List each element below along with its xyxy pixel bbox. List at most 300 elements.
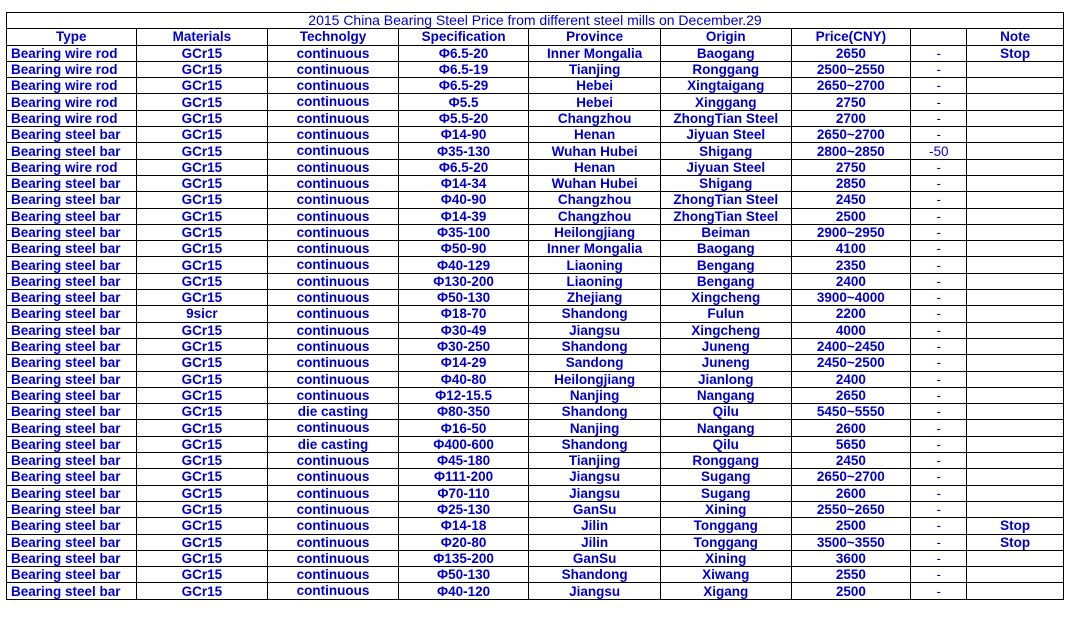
table-row (7, 355, 1064, 371)
cell-change: - (911, 485, 967, 501)
cell-technology: continuous (268, 420, 399, 436)
cell-material: GCr15 (136, 110, 268, 126)
cell-specification: Φ80-350 (398, 404, 529, 420)
cell-province: Tianjing (529, 61, 661, 77)
cell-province: Jiangsu (529, 469, 661, 485)
header-change (911, 29, 967, 45)
cell-province: Henan (529, 127, 661, 143)
cell-price: 2550~2650 (791, 501, 911, 517)
cell-type: Bearing steel bar (7, 567, 137, 583)
cell-type: Bearing wire rod (7, 94, 137, 110)
cell-technology: continuous (268, 322, 399, 338)
cell-type: Bearing wire rod (7, 78, 137, 94)
cell-technology: continuous (268, 143, 399, 159)
cell-note (967, 159, 1064, 175)
cell-material: GCr15 (136, 78, 268, 94)
cell-material: GCr15 (136, 175, 268, 191)
cell-technology: continuous (268, 273, 399, 289)
cell-type: Bearing steel bar (7, 127, 137, 143)
cell-origin: ZhongTian Steel (660, 208, 791, 224)
cell-specification: Φ5.5 (398, 94, 529, 110)
table-row (7, 110, 1064, 126)
cell-price: 2550 (791, 567, 911, 583)
table-row (7, 192, 1064, 208)
cell-origin: Juneng (660, 355, 791, 371)
cell-province: Wuhan Hubei (529, 143, 661, 159)
header-specification: Specification (398, 29, 529, 45)
cell-material: GCr15 (136, 143, 268, 159)
cell-origin: Shigang (660, 143, 791, 159)
cell-price: 2200 (791, 306, 911, 322)
cell-type: Bearing steel bar (7, 257, 137, 273)
cell-origin: Jianlong (660, 371, 791, 387)
cell-note (967, 567, 1064, 583)
cell-province: Changzhou (529, 208, 661, 224)
table-row (7, 404, 1064, 420)
cell-type: Bearing steel bar (7, 420, 137, 436)
cell-technology: continuous (268, 306, 399, 322)
cell-specification: Φ45-180 (398, 453, 529, 469)
cell-technology: continuous (268, 175, 399, 191)
cell-province: Nanjing (529, 420, 661, 436)
cell-material: GCr15 (136, 290, 268, 306)
cell-technology: continuous (268, 338, 399, 354)
cell-change: - (911, 192, 967, 208)
cell-note (967, 257, 1064, 273)
cell-type: Bearing steel bar (7, 485, 137, 501)
cell-province: Jiangsu (529, 322, 661, 338)
cell-material: GCr15 (136, 61, 268, 77)
cell-note (967, 306, 1064, 322)
cell-change: - (911, 110, 967, 126)
cell-price: 2450~2500 (791, 355, 911, 371)
cell-technology: continuous (268, 192, 399, 208)
cell-province: Hebei (529, 78, 661, 94)
cell-specification: Φ70-110 (398, 485, 529, 501)
cell-material: GCr15 (136, 208, 268, 224)
cell-province: Liaoning (529, 257, 661, 273)
table-row (7, 61, 1064, 77)
cell-material: 9sicr (136, 306, 268, 322)
cell-type: Bearing steel bar (7, 550, 137, 566)
cell-province: Jiangsu (529, 485, 661, 501)
cell-note (967, 61, 1064, 77)
cell-origin: Baogang (660, 45, 791, 61)
table-row (7, 208, 1064, 224)
table-row (7, 469, 1064, 485)
cell-origin: Bengang (660, 257, 791, 273)
cell-province: Jilin (529, 518, 661, 534)
table-row (7, 94, 1064, 110)
cell-origin: ZhongTian Steel (660, 192, 791, 208)
cell-specification: Φ5.5-20 (398, 110, 529, 126)
cell-type: Bearing steel bar (7, 436, 137, 452)
cell-note (967, 436, 1064, 452)
cell-specification: Φ6.5-20 (398, 159, 529, 175)
cell-province: Shandong (529, 404, 661, 420)
cell-note (967, 583, 1064, 599)
cell-technology: continuous (268, 534, 399, 550)
cell-note (967, 290, 1064, 306)
cell-note: Stop (967, 534, 1064, 550)
cell-specification: Φ35-130 (398, 143, 529, 159)
table-row (7, 338, 1064, 354)
cell-origin: Bengang (660, 273, 791, 289)
cell-price: 2750 (791, 94, 911, 110)
cell-material: GCr15 (136, 257, 268, 273)
cell-type: Bearing steel bar (7, 355, 137, 371)
cell-province: Liaoning (529, 273, 661, 289)
cell-price: 2650 (791, 45, 911, 61)
cell-change: - (911, 453, 967, 469)
cell-note: Stop (967, 45, 1064, 61)
cell-change: - (911, 175, 967, 191)
cell-price: 2650~2700 (791, 469, 911, 485)
cell-technology: continuous (268, 485, 399, 501)
cell-type: Bearing wire rod (7, 45, 137, 61)
cell-change: - (911, 208, 967, 224)
cell-technology: continuous (268, 61, 399, 77)
cell-material: GCr15 (136, 224, 268, 240)
cell-change: - (911, 501, 967, 517)
header-row (7, 29, 1064, 45)
cell-specification: Φ40-120 (398, 583, 529, 599)
cell-origin: Xinggang (660, 94, 791, 110)
cell-material: GCr15 (136, 192, 268, 208)
cell-price: 2450 (791, 192, 911, 208)
table-row (7, 518, 1064, 534)
table-row (7, 453, 1064, 469)
table-row (7, 436, 1064, 452)
table-row (7, 501, 1064, 517)
cell-technology: die casting (268, 436, 399, 452)
table-row (7, 322, 1064, 338)
cell-specification: Φ25-130 (398, 501, 529, 517)
cell-note (967, 453, 1064, 469)
cell-type: Bearing steel bar (7, 175, 137, 191)
cell-price: 2650~2700 (791, 78, 911, 94)
cell-price: 2500 (791, 208, 911, 224)
cell-type: Bearing steel bar (7, 208, 137, 224)
cell-type: Bearing steel bar (7, 583, 137, 599)
cell-technology: continuous (268, 94, 399, 110)
cell-origin: Qilu (660, 436, 791, 452)
table-row (7, 127, 1064, 143)
cell-origin: Fulun (660, 306, 791, 322)
cell-note (967, 469, 1064, 485)
cell-material: GCr15 (136, 355, 268, 371)
cell-type: Bearing steel bar (7, 224, 137, 240)
cell-note (967, 322, 1064, 338)
cell-price: 5450~5550 (791, 404, 911, 420)
cell-change: - (911, 355, 967, 371)
cell-material: GCr15 (136, 550, 268, 566)
cell-material: GCr15 (136, 583, 268, 599)
table-row (7, 550, 1064, 566)
cell-material: GCr15 (136, 518, 268, 534)
cell-province: Inner Mongalia (529, 241, 661, 257)
cell-note (967, 110, 1064, 126)
cell-material: GCr15 (136, 501, 268, 517)
cell-origin: Juneng (660, 338, 791, 354)
cell-technology: continuous (268, 257, 399, 273)
table-row (7, 567, 1064, 583)
cell-type: Bearing steel bar (7, 338, 137, 354)
cell-province: Hebei (529, 94, 661, 110)
header-note: Note (967, 29, 1064, 45)
cell-origin: Ronggang (660, 453, 791, 469)
cell-material: GCr15 (136, 45, 268, 61)
cell-price: 2500 (791, 583, 911, 599)
cell-change: - (911, 224, 967, 240)
cell-province: Heilongjiang (529, 371, 661, 387)
table-row (7, 485, 1064, 501)
cell-technology: continuous (268, 208, 399, 224)
cell-province: Jilin (529, 534, 661, 550)
cell-origin: Nangang (660, 387, 791, 403)
cell-specification: Φ12-15.5 (398, 387, 529, 403)
cell-province: Shandong (529, 338, 661, 354)
cell-price: 2350 (791, 257, 911, 273)
table-row (7, 420, 1064, 436)
cell-price: 2450 (791, 453, 911, 469)
cell-specification: Φ30-49 (398, 322, 529, 338)
cell-specification: Φ6.5-29 (398, 78, 529, 94)
header-technology: Technolgy (268, 29, 399, 45)
cell-note (967, 404, 1064, 420)
cell-price: 3900~4000 (791, 290, 911, 306)
cell-note (967, 420, 1064, 436)
cell-change: - (911, 94, 967, 110)
cell-origin: Qilu (660, 404, 791, 420)
cell-province: Nanjing (529, 387, 661, 403)
cell-type: Bearing steel bar (7, 501, 137, 517)
cell-specification: Φ14-90 (398, 127, 529, 143)
cell-origin: Xingcheng (660, 290, 791, 306)
cell-price: 2500 (791, 518, 911, 534)
cell-specification: Φ14-29 (398, 355, 529, 371)
cell-price: 2700 (791, 110, 911, 126)
cell-change: - (911, 371, 967, 387)
cell-change: - (911, 550, 967, 566)
cell-province: Changzhou (529, 110, 661, 126)
cell-type: Bearing steel bar (7, 453, 137, 469)
cell-province: GanSu (529, 501, 661, 517)
cell-material: GCr15 (136, 371, 268, 387)
cell-province: Changzhou (529, 192, 661, 208)
cell-change: -50 (911, 143, 967, 159)
cell-material: GCr15 (136, 567, 268, 583)
cell-note (967, 371, 1064, 387)
cell-specification: Φ130-200 (398, 273, 529, 289)
cell-note (967, 78, 1064, 94)
cell-type: Bearing steel bar (7, 306, 137, 322)
cell-specification: Φ135-200 (398, 550, 529, 566)
cell-origin: Jiyuan Steel (660, 127, 791, 143)
header-origin: Origin (660, 29, 791, 45)
price-table (6, 12, 1064, 600)
cell-material: GCr15 (136, 273, 268, 289)
cell-material: GCr15 (136, 387, 268, 403)
cell-specification: Φ40-90 (398, 192, 529, 208)
cell-specification: Φ18-70 (398, 306, 529, 322)
cell-change: - (911, 127, 967, 143)
cell-specification: Φ50-130 (398, 290, 529, 306)
cell-origin: Xiwang (660, 567, 791, 583)
cell-change: - (911, 469, 967, 485)
cell-price: 2900~2950 (791, 224, 911, 240)
cell-note (967, 338, 1064, 354)
cell-material: GCr15 (136, 453, 268, 469)
cell-specification: Φ6.5-20 (398, 45, 529, 61)
cell-province: Inner Mongalia (529, 45, 661, 61)
cell-specification: Φ50-90 (398, 241, 529, 257)
cell-technology: continuous (268, 567, 399, 583)
cell-origin: Xingtaigang (660, 78, 791, 94)
table-row (7, 159, 1064, 175)
cell-type: Bearing steel bar (7, 322, 137, 338)
cell-change: - (911, 534, 967, 550)
header-materials: Materials (136, 29, 268, 45)
cell-note (967, 143, 1064, 159)
cell-origin: Shigang (660, 175, 791, 191)
cell-type: Bearing steel bar (7, 192, 137, 208)
table-row (7, 175, 1064, 191)
cell-specification: Φ6.5-19 (398, 61, 529, 77)
cell-origin: Tonggang (660, 534, 791, 550)
header-price: Price(CNY) (791, 29, 911, 45)
cell-material: GCr15 (136, 127, 268, 143)
table-row (7, 45, 1064, 61)
cell-origin: Xingcheng (660, 322, 791, 338)
cell-province: Shandong (529, 567, 661, 583)
cell-technology: continuous (268, 159, 399, 175)
cell-technology: continuous (268, 224, 399, 240)
cell-technology: continuous (268, 45, 399, 61)
cell-change: - (911, 61, 967, 77)
cell-specification: Φ40-129 (398, 257, 529, 273)
cell-type: Bearing wire rod (7, 159, 137, 175)
cell-change: - (911, 583, 967, 599)
cell-province: Jiangsu (529, 583, 661, 599)
cell-specification: Φ40-80 (398, 371, 529, 387)
cell-price: 2400 (791, 371, 911, 387)
cell-type: Bearing steel bar (7, 273, 137, 289)
cell-technology: continuous (268, 453, 399, 469)
cell-origin: Xigang (660, 583, 791, 599)
cell-change: - (911, 78, 967, 94)
cell-note (967, 192, 1064, 208)
cell-type: Bearing wire rod (7, 61, 137, 77)
table-row (7, 306, 1064, 322)
cell-specification: Φ14-34 (398, 175, 529, 191)
cell-price: 2850 (791, 175, 911, 191)
cell-technology: die casting (268, 404, 399, 420)
cell-change: - (911, 404, 967, 420)
cell-type: Bearing wire rod (7, 110, 137, 126)
cell-price: 2500~2550 (791, 61, 911, 77)
cell-material: GCr15 (136, 404, 268, 420)
cell-specification: Φ14-18 (398, 518, 529, 534)
cell-type: Bearing steel bar (7, 371, 137, 387)
cell-note (967, 224, 1064, 240)
cell-origin: Nangang (660, 420, 791, 436)
cell-material: GCr15 (136, 322, 268, 338)
cell-note (967, 208, 1064, 224)
cell-price: 3500~3550 (791, 534, 911, 550)
cell-change: - (911, 518, 967, 534)
cell-province: Sandong (529, 355, 661, 371)
cell-change: - (911, 159, 967, 175)
cell-technology: continuous (268, 550, 399, 566)
table-row (7, 143, 1064, 159)
cell-note (967, 273, 1064, 289)
cell-technology: continuous (268, 501, 399, 517)
cell-note (967, 241, 1064, 257)
cell-technology: continuous (268, 469, 399, 485)
cell-specification: Φ35-100 (398, 224, 529, 240)
cell-change: - (911, 436, 967, 452)
cell-material: GCr15 (136, 241, 268, 257)
cell-origin: Sugang (660, 485, 791, 501)
cell-price: 2600 (791, 485, 911, 501)
cell-material: GCr15 (136, 534, 268, 550)
cell-price: 2600 (791, 420, 911, 436)
cell-price: 2650~2700 (791, 127, 911, 143)
cell-type: Bearing steel bar (7, 241, 137, 257)
cell-province: Shandong (529, 306, 661, 322)
cell-type: Bearing steel bar (7, 290, 137, 306)
cell-province: Shandong (529, 436, 661, 452)
cell-change: - (911, 322, 967, 338)
cell-technology: continuous (268, 583, 399, 599)
cell-material: GCr15 (136, 338, 268, 354)
cell-origin: Beiman (660, 224, 791, 240)
cell-note: Stop (967, 518, 1064, 534)
cell-price: 5650 (791, 436, 911, 452)
cell-material: GCr15 (136, 159, 268, 175)
cell-material: GCr15 (136, 485, 268, 501)
cell-type: Bearing steel bar (7, 387, 137, 403)
cell-type: Bearing steel bar (7, 518, 137, 534)
cell-change: - (911, 257, 967, 273)
cell-origin: Sugang (660, 469, 791, 485)
cell-type: Bearing steel bar (7, 534, 137, 550)
cell-specification: Φ16-50 (398, 420, 529, 436)
table-row (7, 78, 1064, 94)
table-row (7, 290, 1064, 306)
cell-note (967, 94, 1064, 110)
cell-technology: continuous (268, 387, 399, 403)
table-row (7, 224, 1064, 240)
table-row (7, 257, 1064, 273)
cell-province: Heilongjiang (529, 224, 661, 240)
cell-price: 2750 (791, 159, 911, 175)
cell-specification: Φ30-250 (398, 338, 529, 354)
cell-note (967, 387, 1064, 403)
title-row (7, 13, 1064, 29)
cell-price: 4100 (791, 241, 911, 257)
cell-specification: Φ50-130 (398, 567, 529, 583)
cell-material: GCr15 (136, 469, 268, 485)
cell-material: GCr15 (136, 436, 268, 452)
cell-origin: Tonggang (660, 518, 791, 534)
table-row (7, 241, 1064, 257)
cell-material: GCr15 (136, 94, 268, 110)
cell-technology: continuous (268, 355, 399, 371)
cell-origin: Xining (660, 501, 791, 517)
cell-province: Wuhan Hubei (529, 175, 661, 191)
